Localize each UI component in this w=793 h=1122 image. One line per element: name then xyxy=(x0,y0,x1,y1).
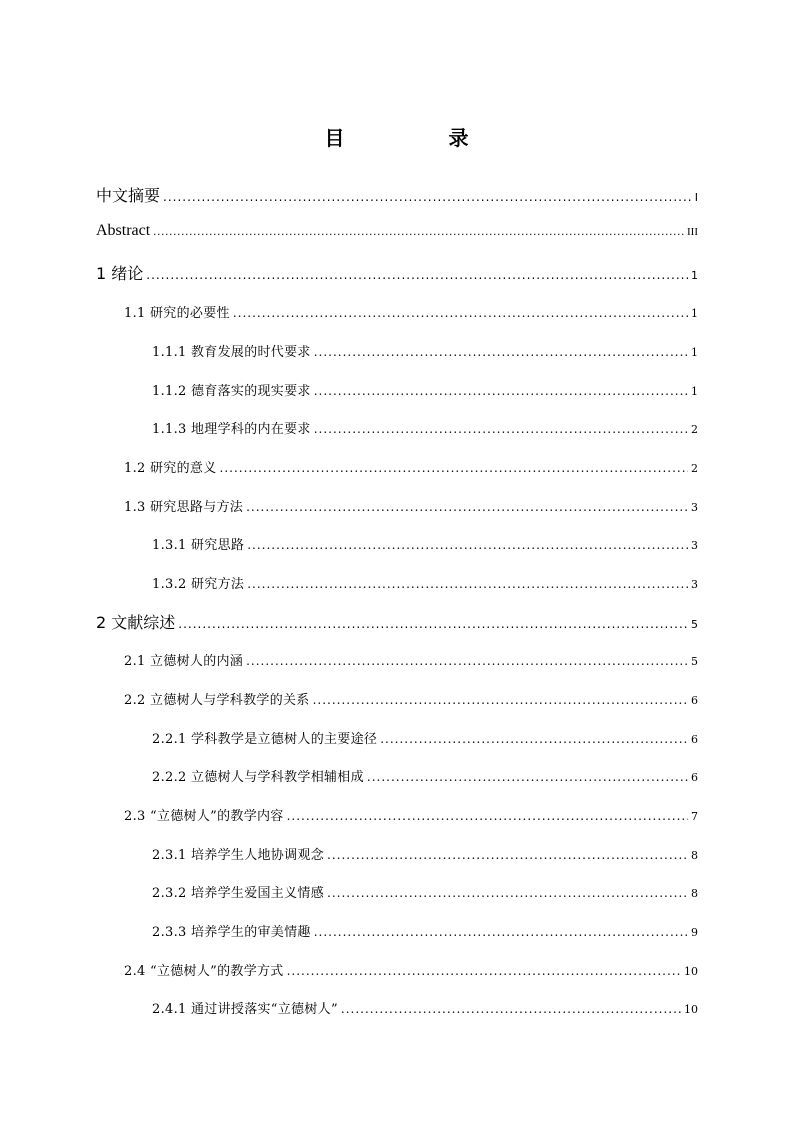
toc-entry-2-3-2[interactable] xyxy=(152,882,698,901)
toc-entry-2-2-1[interactable] xyxy=(152,728,698,747)
toc-entry-2-2-2[interactable] xyxy=(152,766,698,785)
toc-entry-page: 6 xyxy=(691,694,698,707)
toc-entry-page: 8 xyxy=(691,887,698,900)
dot-leader xyxy=(247,538,688,552)
toc-entry-chinese-abstract[interactable] xyxy=(96,183,698,206)
toc-entry-label: 1.2 研究的意义 xyxy=(124,461,217,476)
toc-entry-page: 3 xyxy=(691,578,698,591)
toc-entry-2-4-1[interactable] xyxy=(152,998,698,1017)
toc-entry-1-1[interactable] xyxy=(124,302,698,321)
toc-entry-label: Abstract xyxy=(96,222,151,239)
dot-leader xyxy=(314,422,688,436)
toc-entry-page: 10 xyxy=(684,1003,698,1016)
toc-entry-page: I xyxy=(694,191,698,204)
dot-leader xyxy=(163,190,692,204)
toc-entry-page: 9 xyxy=(691,926,698,939)
toc-entry-page: 2 xyxy=(691,423,698,436)
toc-entry-label: 2.3.2 培养学生爱国主义情感 xyxy=(152,886,325,901)
dot-leader xyxy=(367,770,688,784)
toc-entry-page: 3 xyxy=(691,539,698,552)
toc-entry-page: 1 xyxy=(691,346,698,359)
toc-entry-label: 2 文献综述 xyxy=(96,613,176,632)
toc-entry-page: 1 xyxy=(691,307,698,320)
toc-entry-label: 2.4 “立德树人”的教学方式 xyxy=(124,964,284,979)
dot-leader xyxy=(247,577,688,591)
dot-leader xyxy=(287,809,688,823)
dot-leader xyxy=(314,925,688,939)
toc-entry-page: 10 xyxy=(684,965,698,978)
toc-entry-1-3-1[interactable] xyxy=(152,534,698,553)
dot-leader xyxy=(341,1002,681,1016)
toc-entry-2-3-1[interactable] xyxy=(152,844,698,863)
toc-entry-label: 1 绪论 xyxy=(96,264,144,283)
dot-leader xyxy=(380,732,688,746)
toc-entry-page: 5 xyxy=(691,655,698,668)
toc-entry-1-2[interactable] xyxy=(124,457,698,476)
toc-entry-page: 3 xyxy=(691,501,698,514)
toc-entry-label: 2.3.3 培养学生的审美情趣 xyxy=(152,925,311,940)
dot-leader xyxy=(314,345,688,359)
toc-entry-label: 2.2.1 学科教学是立德树人的主要途径 xyxy=(152,732,378,747)
page-title: 目 录 xyxy=(324,126,511,150)
dot-leader xyxy=(153,224,684,239)
dot-leader xyxy=(246,500,688,514)
toc-entry-2-2[interactable] xyxy=(124,689,698,708)
toc-entry-page: 1 xyxy=(691,385,698,398)
toc-entry-chapter-1[interactable] xyxy=(96,261,698,284)
toc-entry-label: 2.1 立德树人的内涵 xyxy=(124,654,244,669)
toc-entry-page: 6 xyxy=(691,771,698,784)
toc-entry-2-3[interactable] xyxy=(124,805,698,824)
dot-leader xyxy=(178,617,688,631)
dot-leader xyxy=(314,384,688,398)
dot-leader xyxy=(327,886,688,900)
toc-entry-label: 1.3.2 研究方法 xyxy=(152,577,245,592)
toc-entry-label: 1.3 研究思路与方法 xyxy=(124,500,244,515)
dot-leader xyxy=(146,268,688,282)
toc-entry-page: 8 xyxy=(691,849,698,862)
toc-entry-page: 2 xyxy=(691,462,698,475)
toc-entry-1-1-3[interactable] xyxy=(152,418,698,437)
toc-entry-chapter-2[interactable] xyxy=(96,610,698,633)
toc-entry-label: 1.3.1 研究思路 xyxy=(152,538,245,553)
toc-entry-2-3-3[interactable] xyxy=(152,921,698,940)
toc-entry-label: 1.1.2 德育落实的现实要求 xyxy=(152,384,311,399)
dot-leader xyxy=(313,693,688,707)
dot-leader xyxy=(287,964,681,978)
toc-entry-label: 2.2.2 立德树人与学科教学相辅相成 xyxy=(152,770,364,785)
dot-leader xyxy=(327,848,688,862)
toc-entry-label: 2.3.1 培养学生人地协调观念 xyxy=(152,848,325,863)
dot-leader xyxy=(220,461,688,475)
toc-entry-label: 2.2 立德树人与学科教学的关系 xyxy=(124,693,310,708)
toc-entry-page: 6 xyxy=(691,733,698,746)
toc-entry-label: 1.1 研究的必要性 xyxy=(124,306,230,321)
toc-entry-1-3-2[interactable] xyxy=(152,573,698,592)
toc-entry-abstract[interactable] xyxy=(96,222,698,240)
toc-entry-page: 7 xyxy=(691,810,698,823)
dot-leader xyxy=(233,306,688,320)
toc-entry-2-1[interactable] xyxy=(124,650,698,669)
toc-entry-label: 中文摘要 xyxy=(96,186,161,205)
toc-entry-label: 2.4.1 通过讲授落实“立德树人” xyxy=(152,1002,338,1017)
dot-leader xyxy=(246,654,688,668)
toc-entry-page: 1 xyxy=(691,269,698,282)
toc-entry-label: 1.1.1 教育发展的时代要求 xyxy=(152,345,311,360)
toc-entry-page: III xyxy=(687,226,698,238)
toc-entry-1-3[interactable] xyxy=(124,496,698,515)
toc-entry-2-4[interactable] xyxy=(124,960,698,979)
toc-entry-1-1-2[interactable] xyxy=(152,380,698,399)
toc-entry-label: 2.3 “立德树人”的教学内容 xyxy=(124,809,284,824)
toc-entry-page: 5 xyxy=(691,618,698,631)
toc-entry-1-1-1[interactable] xyxy=(152,341,698,360)
toc-entry-label: 1.1.3 地理学科的内在要求 xyxy=(152,422,311,437)
